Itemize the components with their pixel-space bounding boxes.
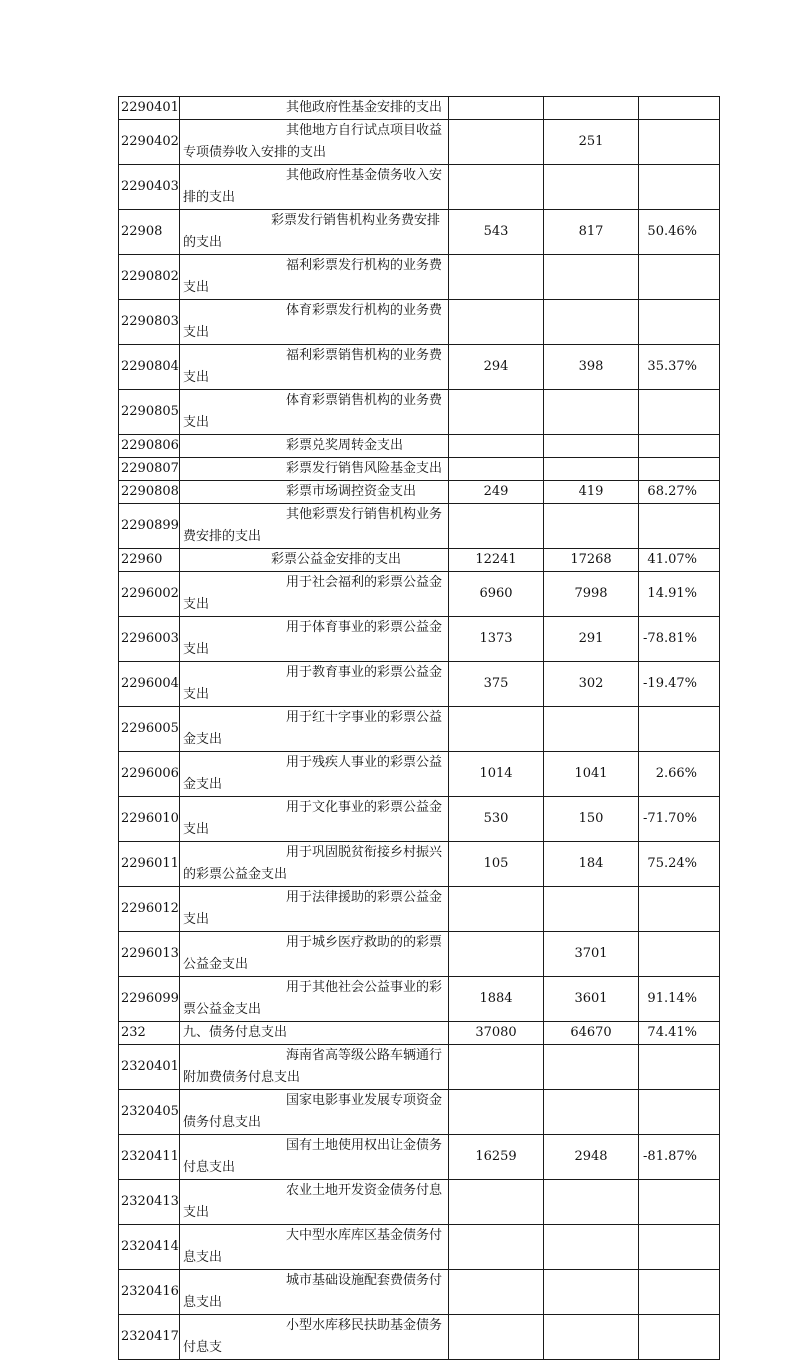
row-growth-rate: 2.66% [639, 752, 720, 797]
row-code: 2290808 [119, 481, 180, 504]
row-code: 2320405 [119, 1090, 180, 1135]
table-row [119, 1090, 720, 1135]
row-value-prev [449, 390, 544, 435]
row-name-cell [180, 1022, 449, 1045]
row-growth-rate [639, 1045, 720, 1090]
row-name-cell [180, 120, 449, 165]
row-value-current: 251 [544, 120, 639, 165]
row-growth-rate [639, 1090, 720, 1135]
row-value-prev [449, 97, 544, 120]
row-value-current [544, 435, 639, 458]
row-value-current [544, 300, 639, 345]
row-name: 九、债务付息支出 [183, 1025, 288, 1040]
table-row [119, 549, 720, 572]
row-value-current: 3601 [544, 977, 639, 1022]
table-row [119, 1180, 720, 1225]
row-name-cell [180, 458, 449, 481]
row-value-prev: 1014 [449, 752, 544, 797]
row-code: 2320401 [119, 1045, 180, 1090]
row-value-prev: 105 [449, 842, 544, 887]
table-row [119, 1022, 720, 1045]
row-growth-rate: -71.70% [639, 797, 720, 842]
row-value-current [544, 504, 639, 549]
row-code: 2296005 [119, 707, 180, 752]
row-growth-rate [639, 1270, 720, 1315]
row-name: 其他彩票发行销售机构业务费安排的支出 [183, 507, 443, 544]
table-row [119, 504, 720, 549]
row-growth-rate: 41.07% [639, 549, 720, 572]
row-growth-rate [639, 504, 720, 549]
row-name-cell [180, 165, 449, 210]
row-value-prev [449, 1270, 544, 1315]
row-value-prev [449, 300, 544, 345]
row-value-prev [449, 458, 544, 481]
row-name-cell [180, 255, 449, 300]
row-value-current [544, 887, 639, 932]
row-growth-rate [639, 887, 720, 932]
row-name: 小型水库移民扶助基金债务付息支 [183, 1318, 443, 1355]
row-name: 用于体育事业的彩票公益金支出 [183, 620, 443, 657]
row-name: 用于教育事业的彩票公益金支出 [183, 665, 443, 702]
table-row [119, 617, 720, 662]
row-code: 2290807 [119, 458, 180, 481]
table-row [119, 797, 720, 842]
row-name: 农业土地开发资金债务付息支出 [183, 1183, 443, 1220]
row-name-cell [180, 617, 449, 662]
row-value-current [544, 1225, 639, 1270]
row-value-prev [449, 1045, 544, 1090]
row-name-cell [180, 549, 449, 572]
row-name: 其他政府性基金债务收入安排的支出 [183, 168, 443, 205]
row-value-prev [449, 1225, 544, 1270]
row-value-current: 419 [544, 481, 639, 504]
row-code: 2290802 [119, 255, 180, 300]
row-value-current [544, 1270, 639, 1315]
row-code: 22960 [119, 549, 180, 572]
row-value-prev: 249 [449, 481, 544, 504]
row-growth-rate: 75.24% [639, 842, 720, 887]
row-value-prev [449, 120, 544, 165]
row-growth-rate: 91.14% [639, 977, 720, 1022]
table-row [119, 97, 720, 120]
row-name: 彩票公益金安排的支出 [271, 552, 402, 567]
row-name: 用于法律援助的彩票公益金支出 [183, 890, 443, 927]
table-row [119, 977, 720, 1022]
row-name-cell [180, 1270, 449, 1315]
table-row [119, 752, 720, 797]
row-name: 福利彩票销售机构的业务费支出 [183, 348, 443, 385]
row-growth-rate [639, 1180, 720, 1225]
table-row [119, 887, 720, 932]
row-name: 用于巩固脱贫衔接乡村振兴的彩票公益金支出 [183, 845, 443, 882]
table-row [119, 1270, 720, 1315]
row-code: 2296006 [119, 752, 180, 797]
row-code: 2296010 [119, 797, 180, 842]
row-code: 2320411 [119, 1135, 180, 1180]
row-name: 用于红十字事业的彩票公益金支出 [183, 710, 443, 747]
row-value-current [544, 165, 639, 210]
row-growth-rate: 14.91% [639, 572, 720, 617]
row-value-current [544, 458, 639, 481]
row-code: 2320413 [119, 1180, 180, 1225]
row-growth-rate [639, 390, 720, 435]
row-growth-rate [639, 97, 720, 120]
row-growth-rate [639, 300, 720, 345]
row-value-current: 302 [544, 662, 639, 707]
row-name: 彩票发行销售风险基金支出 [286, 461, 443, 476]
row-name: 彩票兑奖周转金支出 [286, 438, 404, 453]
row-value-prev: 543 [449, 210, 544, 255]
row-name-cell [180, 504, 449, 549]
row-name: 用于城乡医疗救助的的彩票公益金支出 [183, 935, 443, 972]
row-code: 2290403 [119, 165, 180, 210]
row-value-prev: 375 [449, 662, 544, 707]
row-name: 大中型水库库区基金债务付息支出 [183, 1228, 443, 1265]
row-value-prev [449, 1315, 544, 1360]
row-value-prev: 16259 [449, 1135, 544, 1180]
table-row [119, 390, 720, 435]
row-name: 彩票发行销售机构业务费安排的支出 [183, 213, 441, 250]
row-value-prev: 1373 [449, 617, 544, 662]
row-value-current: 64670 [544, 1022, 639, 1045]
table-row [119, 300, 720, 345]
row-value-current [544, 255, 639, 300]
row-code: 22908 [119, 210, 180, 255]
row-value-current: 7998 [544, 572, 639, 617]
row-name-cell [180, 1180, 449, 1225]
table-row [119, 435, 720, 458]
table-row [119, 1135, 720, 1180]
row-growth-rate [639, 458, 720, 481]
table-row [119, 1225, 720, 1270]
row-value-prev: 6960 [449, 572, 544, 617]
row-growth-rate [639, 120, 720, 165]
row-code: 2320416 [119, 1270, 180, 1315]
row-name-cell [180, 977, 449, 1022]
row-growth-rate [639, 707, 720, 752]
row-name: 体育彩票销售机构的业务费支出 [183, 393, 443, 430]
row-name-cell [180, 210, 449, 255]
row-name-cell [180, 752, 449, 797]
row-name: 其他地方自行试点项目收益专项债券收入安排的支出 [183, 123, 443, 160]
row-name-cell [180, 1045, 449, 1090]
row-value-current: 150 [544, 797, 639, 842]
row-value-prev [449, 932, 544, 977]
row-value-current [544, 1180, 639, 1225]
row-name-cell [180, 1225, 449, 1270]
row-value-prev: 1884 [449, 977, 544, 1022]
table-row [119, 1315, 720, 1360]
row-growth-rate: 68.27% [639, 481, 720, 504]
row-value-current: 817 [544, 210, 639, 255]
row-name-cell [180, 390, 449, 435]
row-value-current [544, 707, 639, 752]
row-value-current: 398 [544, 345, 639, 390]
table-row [119, 842, 720, 887]
row-code: 2296099 [119, 977, 180, 1022]
table-row [119, 345, 720, 390]
row-code: 2290806 [119, 435, 180, 458]
row-growth-rate [639, 1315, 720, 1360]
row-value-prev [449, 435, 544, 458]
row-name-cell [180, 932, 449, 977]
table-row [119, 1045, 720, 1090]
row-name-cell [180, 887, 449, 932]
row-name: 用于其他社会公益事业的彩票公益金支出 [183, 980, 443, 1017]
row-growth-rate: -19.47% [639, 662, 720, 707]
row-value-prev: 12241 [449, 549, 544, 572]
row-code: 2290899 [119, 504, 180, 549]
row-name-cell [180, 97, 449, 120]
row-code: 2290803 [119, 300, 180, 345]
row-value-current [544, 1315, 639, 1360]
row-name: 国家电影事业发展专项资金债务付息支出 [183, 1093, 443, 1130]
row-value-prev: 37080 [449, 1022, 544, 1045]
row-name-cell [180, 572, 449, 617]
row-value-prev [449, 1090, 544, 1135]
row-value-prev [449, 165, 544, 210]
table-row [119, 255, 720, 300]
row-value-prev [449, 504, 544, 549]
row-value-current: 184 [544, 842, 639, 887]
row-name-cell [180, 1315, 449, 1360]
row-name: 体育彩票发行机构的业务费支出 [183, 303, 443, 340]
row-name-cell [180, 435, 449, 458]
table-row [119, 572, 720, 617]
table-row [119, 662, 720, 707]
row-name-cell [180, 707, 449, 752]
row-code: 2320414 [119, 1225, 180, 1270]
row-code: 2296002 [119, 572, 180, 617]
row-code: 2290401 [119, 97, 180, 120]
row-name: 用于社会福利的彩票公益金支出 [183, 575, 443, 612]
row-growth-rate [639, 1225, 720, 1270]
row-name-cell [180, 842, 449, 887]
row-growth-rate [639, 255, 720, 300]
row-value-current: 1041 [544, 752, 639, 797]
row-name-cell [180, 1090, 449, 1135]
row-value-prev [449, 707, 544, 752]
row-growth-rate: 35.37% [639, 345, 720, 390]
row-value-prev [449, 887, 544, 932]
row-growth-rate [639, 165, 720, 210]
row-name: 其他政府性基金安排的支出 [286, 100, 443, 115]
row-growth-rate: 74.41% [639, 1022, 720, 1045]
row-value-prev [449, 1180, 544, 1225]
table-row [119, 120, 720, 165]
expenditure-table [118, 96, 720, 1360]
table-row [119, 707, 720, 752]
row-code: 2290804 [119, 345, 180, 390]
row-code: 2320417 [119, 1315, 180, 1360]
table-row [119, 481, 720, 504]
row-value-current: 2948 [544, 1135, 639, 1180]
row-code: 2296013 [119, 932, 180, 977]
row-name-cell [180, 300, 449, 345]
row-value-current [544, 1090, 639, 1135]
row-growth-rate: 50.46% [639, 210, 720, 255]
row-name: 城市基础设施配套费债务付息支出 [183, 1273, 443, 1310]
row-name-cell [180, 481, 449, 504]
row-value-current: 3701 [544, 932, 639, 977]
row-name: 用于残疾人事业的彩票公益金支出 [183, 755, 443, 792]
row-growth-rate: -78.81% [639, 617, 720, 662]
row-name-cell [180, 797, 449, 842]
row-name: 福利彩票发行机构的业务费支出 [183, 258, 443, 295]
row-value-current: 291 [544, 617, 639, 662]
table-row [119, 165, 720, 210]
row-value-current [544, 97, 639, 120]
row-name: 彩票市场调控资金支出 [286, 484, 417, 499]
row-code: 2290402 [119, 120, 180, 165]
row-value-prev [449, 255, 544, 300]
table-row [119, 210, 720, 255]
row-code: 2290805 [119, 390, 180, 435]
row-value-prev: 530 [449, 797, 544, 842]
row-growth-rate [639, 932, 720, 977]
row-code: 2296011 [119, 842, 180, 887]
row-name: 海南省高等级公路车辆通行附加费债务付息支出 [183, 1048, 443, 1085]
row-code: 2296004 [119, 662, 180, 707]
row-code: 2296012 [119, 887, 180, 932]
table-row [119, 458, 720, 481]
row-growth-rate: -81.87% [639, 1135, 720, 1180]
row-name-cell [180, 662, 449, 707]
row-value-current [544, 1045, 639, 1090]
row-name: 用于文化事业的彩票公益金支出 [183, 800, 443, 837]
row-value-current [544, 390, 639, 435]
row-code: 2296003 [119, 617, 180, 662]
row-name-cell [180, 1135, 449, 1180]
row-name-cell [180, 345, 449, 390]
row-growth-rate [639, 435, 720, 458]
row-value-current: 17268 [544, 549, 639, 572]
row-name: 国有土地使用权出让金债务付息支出 [183, 1138, 443, 1175]
row-value-prev: 294 [449, 345, 544, 390]
table-row [119, 932, 720, 977]
row-code: 232 [119, 1022, 180, 1045]
